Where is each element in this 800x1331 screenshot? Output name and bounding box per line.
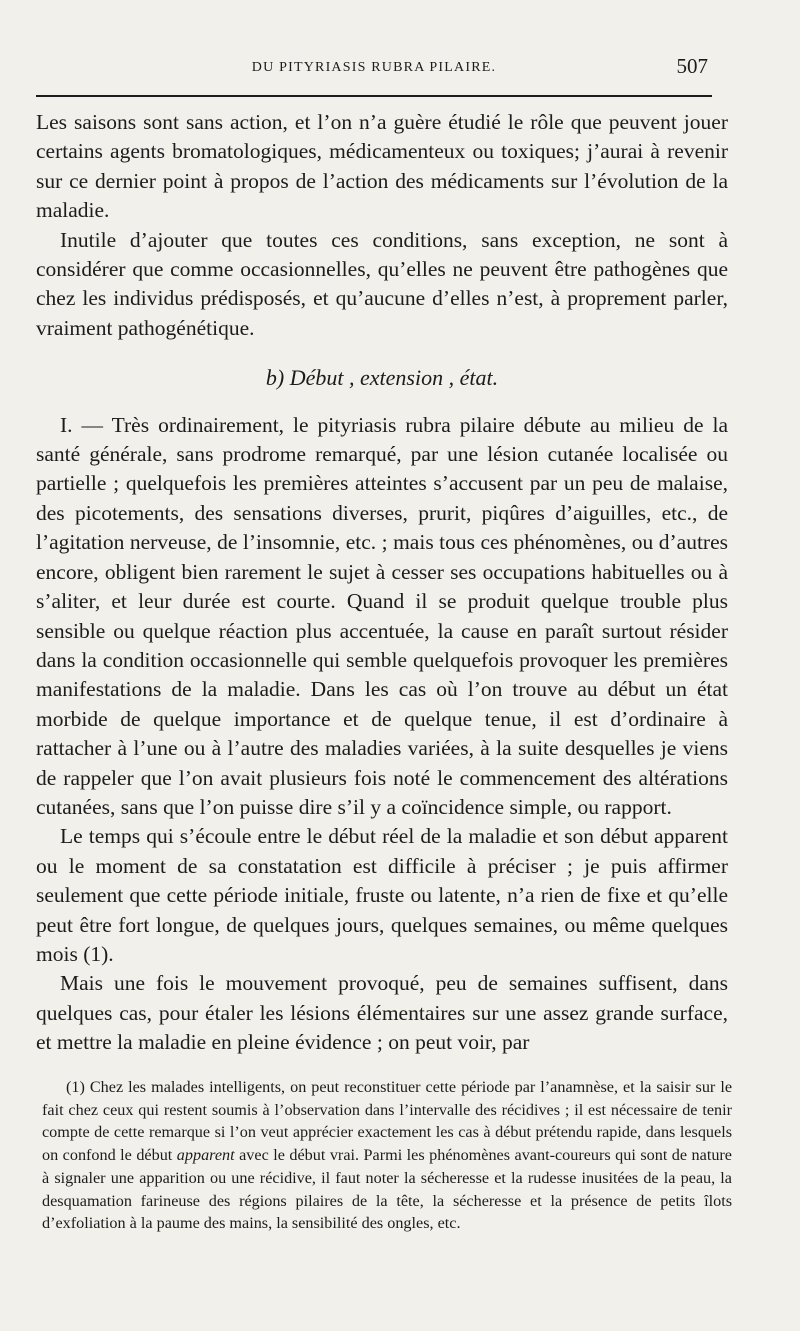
footnote-italic: apparent (176, 1146, 235, 1165)
running-head (36, 52, 712, 80)
footnote-part-1: (1) Chez les malades intelligents, on peut reconstituer cette période par l’anamnèse, et la saisir sur le fait chez ceux qui restent soumis à l’observation dans l’intervalle des récidives ; il est nécessaire de tenir compte de cette remarque si l’on veut apprécier exactement les cas à début prétendu rapide, dans lesquels on confond le début (42, 1078, 732, 1165)
paragraph-2: Inutile d’ajouter que toutes ces conditions, sans exception, ne sont à considérer que comme occasionnelles, qu’elles ne peuvent être pathogènes que chez les individus prédisposés, et qu’aucune d’elles n’est, à proprement parler, vraiment pathogénétique. (36, 227, 728, 340)
header-rule (36, 95, 712, 97)
paragraph-3: I. — Très ordinairement, le pityriasis rubra pilaire débute au milieu de la santé générale, sans prodrome remarqué, par une lésion cutanée localisée ou partielle ; quelquefois les premières atteintes s’accusent par un peu de malaise, des picotements, des sensations diverses, prurit, piqûres d’aiguilles, etc., de l’agitation nerveuse, de l’insomnie, etc. ; mais tous ces phénomènes, ou d’autres encore, obligent bien rarement le sujet à cesser ses occupations habituelles ou à s’aliter, et leur durée est courte. Quand il se produit quelque trouble plus sensible ou quelque réaction plus accentuée, la cause en paraît surtout résider dans la condition occasionnelle qui semble quelquefois provoquer les premières manifestations de la maladie. Dans les cas où l’on trouve au début un état morbide de quelque importance et de quelque tenue, il est d’ordinaire à rattacher à l’une ou à l’autre des maladies variées, à la suite desquelles je viens de rappeler que l’on avait plusieurs fois noté le commencement des altérations cutanées, sans que l’on puisse dire s’il y a coïncidence simple, ou rapport. (36, 412, 728, 819)
body-text (36, 108, 728, 1058)
footnote-text (42, 1076, 732, 1235)
footnote-part-2: avec le début vrai. Parmi les phénomènes avant-coureurs qui sont de nature à signaler une apparition ou une récidive, il faut noter la sécheresse et la rudesse inusitées de la peau, la desquamation farineuse des régions pilaires de la tête, la sécheresse et la présence de petits îlots d’exfoliation à la paume des mains, la sensibilité des ongles, etc. (42, 1146, 732, 1233)
running-title: DU PITYRIASIS RUBRA PILAIRE. (251, 60, 497, 75)
paragraph-1: Les saisons sont sans action, et l’on n’a guère étudié le rôle que peuvent jouer certains agents bromatologiques, médicamenteux ou toxiques; j’aurai à revenir sur ce dernier point à propos de l’action des médicaments sur l’évolution de la maladie. (36, 110, 728, 223)
footnote (42, 1076, 732, 1235)
section-heading: b) Début , extension , état. (265, 365, 499, 391)
paragraph-4: Le temps qui s’écoule entre le début réel de la maladie et son début apparent ou le moment de sa constatation est difficile à préciser ; je puis affirmer seulement que cette période initiale, fruste ou latente, n’a rien de fixe et qu’elle peut être fort longue, de quelques jours, quelques semaines, ou même quelques mois (1). (36, 824, 728, 966)
page-number: 507 (676, 54, 708, 78)
paragraph-5: Mais une fois le mouvement provoqué, peu de semaines suffisent, dans quelques cas, pour étaler les lésions élémentaires sur une assez grande surface, et mettre la maladie en pleine évidence ; on peut voir, par (36, 971, 728, 1055)
